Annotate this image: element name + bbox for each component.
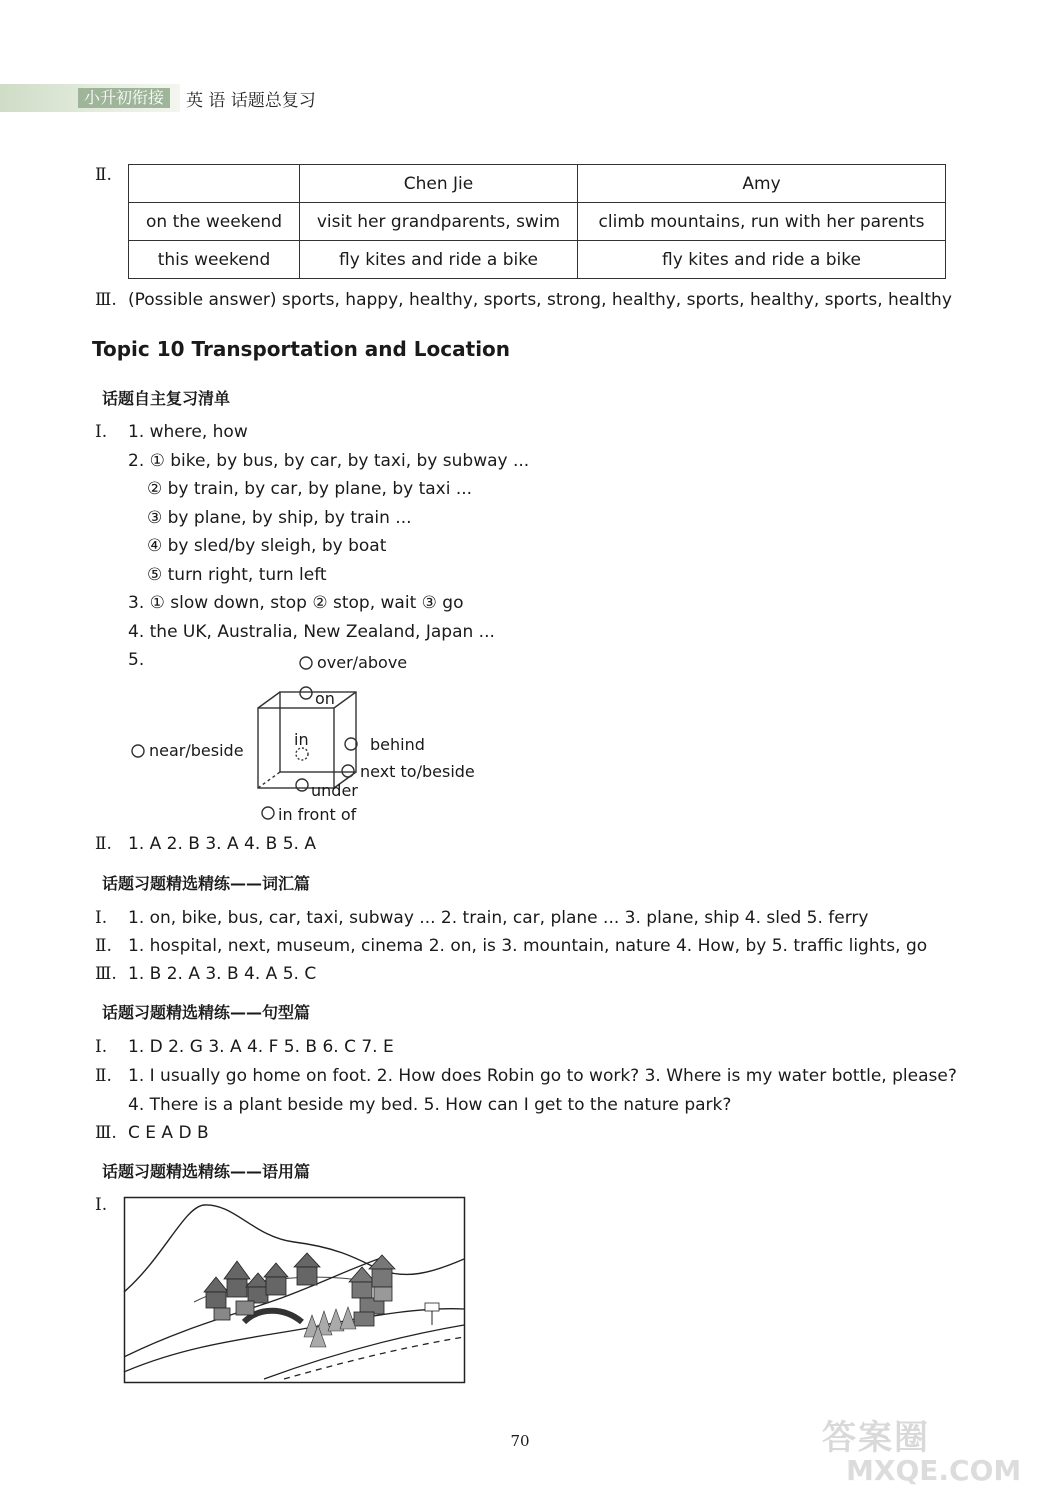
section-heading-checklist: 话题自主复习清单 <box>102 389 231 408</box>
answer-iii-marker: Ⅲ. <box>95 290 117 310</box>
watermark-logo: 答案圈 <box>822 1418 930 1458</box>
sentence-marker: Ⅰ. <box>95 1037 108 1057</box>
sentence-marker: Ⅱ. <box>95 1066 112 1086</box>
list-item: ⑤ turn right, turn left <box>147 565 327 585</box>
cube-edge <box>258 692 280 708</box>
label-on: on <box>315 689 335 708</box>
list-item: 5. <box>128 650 145 670</box>
sentence-line: 4. There is a plant beside my bed. 5. How can I get to the nature park? <box>128 1095 732 1115</box>
marker-circle-next <box>342 765 354 777</box>
list-item: ③ by plane, by ship, by train ... <box>147 508 412 528</box>
section-heading-sentence: 话题习题精选精练——句型篇 <box>102 1003 311 1022</box>
label-over: over/above <box>317 653 408 672</box>
list-item: ④ by sled/by sleigh, by boat <box>147 536 387 556</box>
section-marker-ii: Ⅱ. <box>95 165 112 185</box>
answer-iii-text: (Possible answer) sports, happy, healthy, sports, strong, healthy, sports, healthy, sports, healthy <box>128 290 952 310</box>
table-header-cell <box>129 165 300 203</box>
header-title: 英 语 话题总复习 <box>186 91 316 111</box>
list-item: 1. where, how <box>128 422 248 442</box>
marker-circle-over <box>300 657 312 669</box>
section-heading-vocab: 话题习题精选精练——词汇篇 <box>102 874 311 893</box>
watermark-url: MXQE.COM <box>846 1454 1022 1487</box>
marker-circle-behind <box>345 738 357 750</box>
label-near: near/beside <box>149 741 244 760</box>
table-header-cell: Amy <box>578 165 946 203</box>
sentence-line: 1. D 2. G 3. A 4. F 5. B 6. C 7. E <box>128 1037 394 1057</box>
topic-title: Topic 10 Transportation and Location <box>92 337 511 361</box>
table-cell: fly kites and ride a bike <box>578 241 946 279</box>
section-heading-usage: 话题习题精选精练——语用篇 <box>102 1162 311 1181</box>
marker-circle-on <box>300 687 312 699</box>
header-brand: 小升初衔接 <box>78 88 170 108</box>
table-cell: on the weekend <box>129 203 300 241</box>
table-cell: visit her grandparents, swim <box>300 203 578 241</box>
label-behind: behind <box>370 735 425 754</box>
page-number: 70 <box>510 1432 530 1450</box>
label-under: under <box>311 781 358 800</box>
table-row <box>129 241 946 279</box>
village-illustration <box>124 1197 465 1383</box>
table-cell: climb mountains, run with her parents <box>578 203 946 241</box>
cube-edge <box>334 692 356 708</box>
table-cell: this weekend <box>129 241 300 279</box>
label-next: next to/beside <box>360 762 475 781</box>
vocab-marker: Ⅰ. <box>95 908 108 928</box>
vocab-line: 1. on, bike, bus, car, taxi, subway ... 2. train, car, plane ... 3. plane, ship 4. sled 5. ferry <box>128 908 869 928</box>
usage-marker: Ⅰ. <box>95 1195 108 1215</box>
table-header-cell: Chen Jie <box>300 165 578 203</box>
sentence-line: 1. I usually go home on foot. 2. How does Robin go to work? 3. Where is my water bottle, please? <box>128 1066 957 1086</box>
vocab-marker: Ⅲ. <box>95 964 117 984</box>
list-item: ② by train, by car, by plane, by taxi ... <box>147 479 473 499</box>
vocab-marker: Ⅱ. <box>95 936 112 956</box>
list-item: 3. ① slow down, stop ② stop, wait ③ go <box>128 593 464 613</box>
sentence-line: C E A D B <box>128 1123 209 1143</box>
activities-table <box>128 164 946 279</box>
checklist-marker-ii: Ⅱ. <box>95 834 112 854</box>
preposition-cube-diagram <box>120 650 500 830</box>
marker-circle-under <box>296 779 308 791</box>
marker-circle-near <box>132 745 144 757</box>
checklist-marker-i: Ⅰ. <box>95 422 108 442</box>
label-front: in front of <box>278 805 357 824</box>
list-item: 4. the UK, Australia, New Zealand, Japan ... <box>128 622 495 642</box>
table-header-row <box>129 165 946 203</box>
checklist-answers-ii: 1. A 2. B 3. A 4. B 5. A <box>128 834 316 854</box>
cube-edge <box>258 772 280 788</box>
label-in: in <box>294 730 309 749</box>
table-row <box>129 203 946 241</box>
table-cell: fly kites and ride a bike <box>300 241 578 279</box>
list-item: 2. ① bike, by bus, by car, by taxi, by subway ... <box>128 451 530 471</box>
marker-circle-front <box>262 807 274 819</box>
marker-circle-in <box>296 748 308 760</box>
sentence-marker: Ⅲ. <box>95 1123 117 1143</box>
vocab-line: 1. B 2. A 3. B 4. A 5. C <box>128 964 317 984</box>
vocab-line: 1. hospital, next, museum, cinema 2. on, is 3. mountain, nature 4. How, by 5. traffic lights, go <box>128 936 928 956</box>
